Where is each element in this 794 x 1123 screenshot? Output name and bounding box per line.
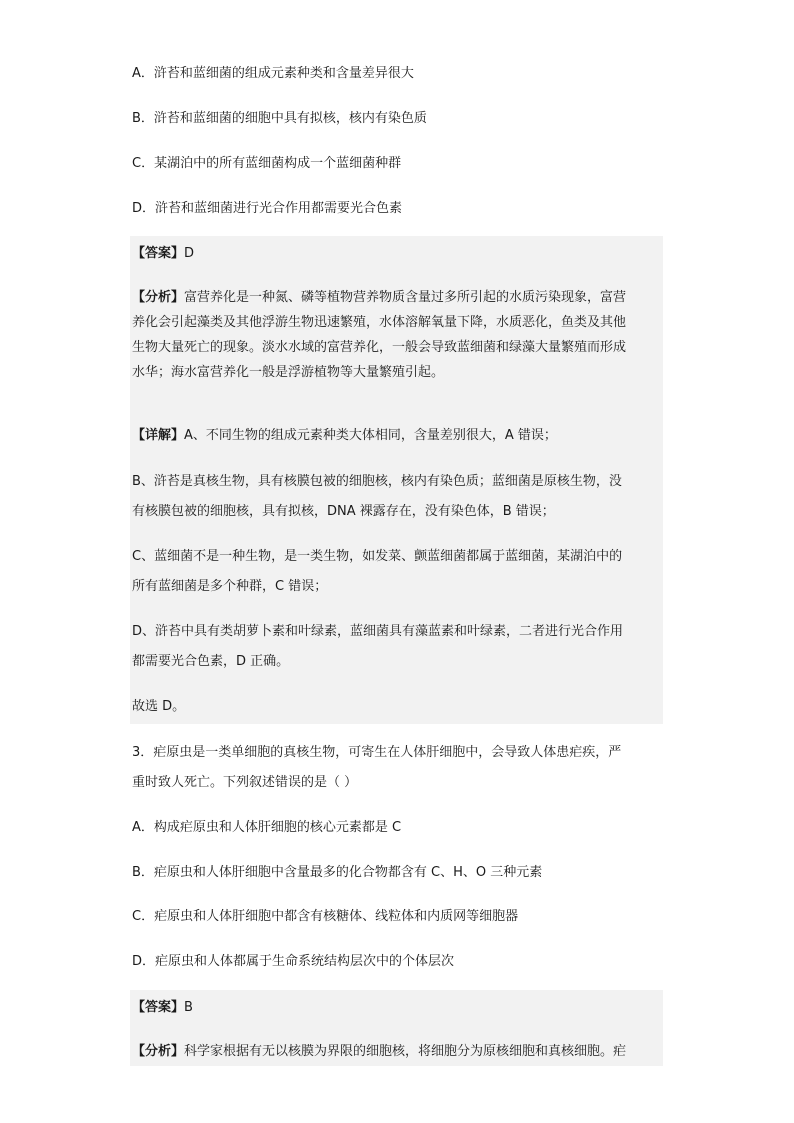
analysis-label: 【分析】 <box>132 290 185 305</box>
q2-option-c: C．某湖泊中的所有蓝细菌构成一个蓝细菌种群 <box>132 156 402 171</box>
detail-text: A、不同生物的组成元素种类大体相同，含量差别很大，A 错误； <box>184 428 557 443</box>
q3-option-b: B．疟原虫和人体肝细胞中含量最多的化合物都含有 C、H、O 三种元素 <box>132 865 543 880</box>
q2-detail-b-1: B、浒苔是真核生物，具有核膜包被的细胞核，核内有染色质；蓝细菌是原核生物，没 <box>132 474 622 489</box>
q2-analysis-line <box>132 288 663 308</box>
q3-stem-line-2: 重时致人死亡。下列叙述错误的是（ ） <box>132 775 358 790</box>
q2-analysis-line: 生物大量死亡的现象。淡水水域的富营养化，一般会导致蓝细菌和绿藻大量繁殖而形成 <box>132 340 627 355</box>
answer-label: 【答案】 <box>132 246 185 261</box>
q3-option-a: A．构成疟原虫和人体肝细胞的核心元素都是 C <box>132 820 402 835</box>
q2-option-a: A．浒苔和蓝细菌的组成元素种类和含量差异很大 <box>132 66 414 81</box>
q2-option-b: B．浒苔和蓝细菌的细胞中具有拟核，核内有染色质 <box>132 111 427 126</box>
q2-option-d: D．浒苔和蓝细菌进行光合作用都需要光合色素 <box>132 201 403 216</box>
q2-detail-line <box>132 426 663 446</box>
analysis-label: 【分析】 <box>132 1044 185 1059</box>
q3-option-d: D．疟原虫和人体都属于生命系统结构层次中的个体层次 <box>132 954 455 969</box>
q2-detail-c-2: 所有蓝细菌是多个种群，C 错误； <box>132 579 328 594</box>
q2-conclusion: 故选 D。 <box>132 699 186 714</box>
q2-analysis-line: 养化会引起藻类及其他浮游生物迅速繁殖，水体溶解氧量下降，水质恶化，鱼类及其他 <box>132 315 627 330</box>
analysis-text: 富营养化是一种氮、磷等植物营养物质含量过多所引起的水质污染现象，富营 <box>184 290 627 305</box>
q3-answer <box>132 998 663 1018</box>
q2-detail-c-1: C、蓝细菌不是一种生物，是一类生物，如发菜、颤蓝细菌都属于蓝细菌，某湖泊中的 <box>132 549 623 564</box>
q2-detail-d-1: D、浒苔中具有类胡萝卜素和叶绿素，蓝细菌具有藻蓝素和叶绿素，二者进行光合作用 <box>132 624 624 639</box>
q2-detail-b-2: 有核膜包被的细胞核，具有拟核，DNA 裸露存在，没有染色体，B 错误； <box>132 504 555 519</box>
answer-value: D <box>184 246 195 261</box>
q2-analysis-line-4: 水华；海水富营养化一般是浮游植物等大量繁殖引起。 <box>132 365 445 380</box>
q3-analysis-line <box>132 1042 663 1062</box>
analysis-text: 科学家根据有无以核膜为界限的细胞核，将细胞分为原核细胞和真核细胞。疟 <box>184 1044 627 1059</box>
answer-value: B <box>184 1000 193 1015</box>
q2-answer <box>132 244 663 264</box>
detail-label: 【详解】 <box>132 428 185 443</box>
q3-option-c: C．疟原虫和人体肝细胞中都含有核糖体、线粒体和内质网等细胞器 <box>132 909 519 924</box>
q3-stem-line-1: 3．疟原虫是一类单细胞的真核生物，可寄生在人体肝细胞中，会导致人体患疟疾，严 <box>132 745 622 760</box>
answer-label: 【答案】 <box>132 1000 185 1015</box>
q2-detail-d-2: 都需要光合色素，D 正确。 <box>132 654 290 669</box>
